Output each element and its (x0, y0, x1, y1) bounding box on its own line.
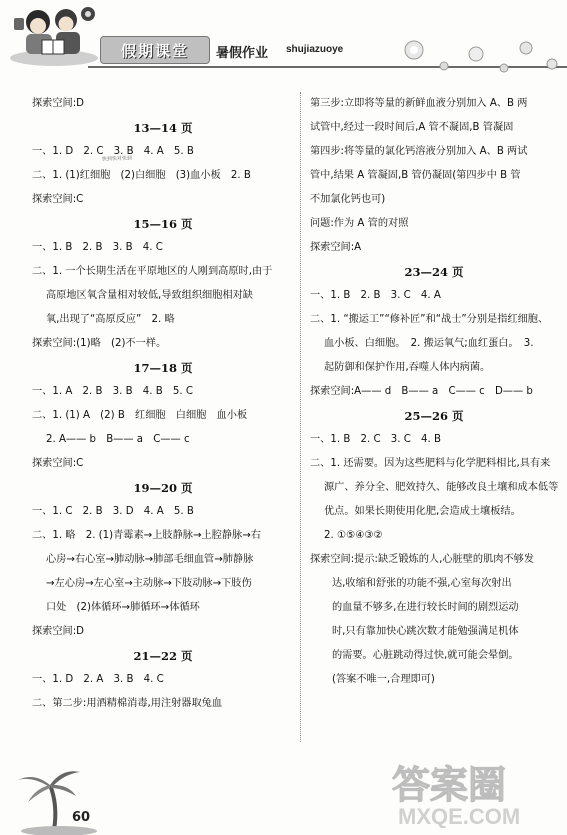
section-heading: 19—20 页 (133, 481, 193, 495)
answer-line: 氧,出现了“高原反应” 2. 略 (46, 314, 175, 325)
section-heading: 13—14 页 (133, 121, 193, 135)
answer-line: 第三步:立即将等量的新鲜血液分别加入 A、B 两 (310, 98, 528, 109)
stamp-text: 快到快对快到 (101, 155, 133, 163)
answer-line: 高原地区氧含量相对较低,导致组织细胞相对缺 (46, 290, 253, 301)
answer-line: 二、1. (1) A (2) B 红细胞 白细胞 血小板 (32, 410, 248, 421)
decorative-bubbles-icon (384, 36, 567, 76)
answer-line: 探索空间:D (32, 98, 85, 109)
answer-line: 二、第二步:用酒精棉消毒,用注射器取兔血 (32, 698, 223, 709)
header-title: 暑假作业 (216, 46, 269, 61)
answer-circle-watermark (388, 756, 558, 828)
answer-line: 血小板、白细胞。 2. 搬运氧气;血红蛋白。 3. (324, 338, 534, 349)
answer-line: 探索空间:A—— d B—— a C—— c D—— b (310, 386, 533, 397)
answer-line: 试管中,经过一段时间后,A 管不凝固,B 管凝固 (310, 122, 514, 133)
answer-line: 心房→右心室→肺动脉→肺部毛细血管→肺静脉 (46, 554, 254, 565)
answer-line: 优点。如果长期使用化肥,会造成土壤板结。 (324, 506, 521, 517)
left-column (32, 92, 294, 716)
header-label: 假期课堂 (100, 36, 210, 64)
page-number: 60 (72, 810, 91, 825)
watermark-logo-text: 答案圈 (392, 763, 507, 807)
answer-line: 一、1. B 2. B 3. C 4. A (310, 290, 441, 301)
answer-line: 起防御和保护作用,吞噬人体内病菌。 (324, 362, 491, 373)
answer-line: 二、1. “搬运工”“修补匠”和“战士”分别是指红细胞、 (310, 314, 549, 325)
watermark-url: MXQE.COM (398, 804, 521, 828)
answer-line: 探索空间:A (310, 242, 362, 253)
section-heading: 23—24 页 (404, 265, 464, 279)
answer-line: 二、1. (1)红细胞 (2)白细胞 (3)血小板 2. B (32, 170, 251, 181)
answer-line: 的需要。心脏跳动得过快,就可能会晕倒。 (332, 650, 519, 661)
section-heading: 15—16 页 (133, 217, 193, 231)
answer-line: 的血量不够多,在进行较长时间的剧烈运动 (332, 602, 519, 613)
answer-line: 2. A—— b B—— a C—— c (46, 434, 190, 445)
answer-line: 第四步:将等量的氯化钙溶液分别加入 A、B 两试 (310, 146, 528, 157)
palm-tree-icon (14, 760, 104, 835)
answer-line: 源广、养分全、肥效持久、能够改良土壤和成本低等 (324, 482, 559, 493)
section-heading: 17—18 页 (133, 361, 193, 375)
answer-line: 探索空间:D (32, 626, 85, 637)
answer-line: 二、1. 还需要。因为这些肥料与化学肥料相比,具有来 (310, 458, 551, 469)
answer-line: 二、1. 略 2. (1)青霉素→上肢静脉→上腔静脉→右 (32, 530, 261, 541)
section-heading: 21—22 页 (133, 649, 193, 663)
right-column (310, 92, 558, 692)
answer-line: 不加氯化钙也可) (310, 194, 386, 205)
answer-line: 探索空间:C (32, 458, 84, 469)
page-header (0, 0, 567, 80)
answer-line: 一、1. D 2. C 3. B 4. A 5. B (32, 146, 194, 157)
answer-line: 达,收缩和舒张的功能不强,心室每次射出 (332, 578, 512, 589)
answer-line: 时,只有靠加快心跳次数才能勉强满足机体 (332, 626, 519, 637)
answer-line: 一、1. A 2. B 3. B 4. B 5. C (32, 386, 193, 397)
answer-line: 探索空间:C (32, 194, 84, 205)
answer-line: 一、1. B 2. C 3. C 4. B (310, 434, 441, 445)
answer-line: 口处 (2)体循环→肺循环→体循环 (46, 602, 200, 613)
answer-line: →左心房→左心室→主动脉→下肢动脉→下肢伤 (46, 578, 252, 589)
column-divider (300, 92, 302, 742)
answer-line: 探索空间:提示:缺乏锻炼的人,心脏壁的肌肉不够发 (310, 554, 535, 565)
answer-line: 探索空间:(1)略 (2)不一样。 (32, 338, 167, 349)
header-pinyin: shujiazuoye (286, 44, 344, 55)
answer-line: 一、1. D 2. A 3. B 4. C (32, 674, 164, 685)
section-heading: 25—26 页 (404, 409, 464, 423)
answer-line: 问题:作为 A 管的对照 (310, 218, 409, 229)
kids-reading-cartoon-icon (8, 4, 100, 66)
answer-line: 二、1. 一个长期生活在平原地区的人刚到高原时,由于 (32, 266, 273, 277)
answer-line: (答案不唯一,合理即可) (332, 674, 435, 685)
answer-line: 一、1. B 2. B 3. B 4. C (32, 242, 163, 253)
answer-line: 管中,结果 A 管凝固,B 管仍凝固(第四步中 B 管 (310, 170, 521, 181)
answer-line: 一、1. C 2. B 3. D 4. A 5. B (32, 506, 194, 517)
answer-line: 2. ①⑤④③② (324, 530, 383, 541)
